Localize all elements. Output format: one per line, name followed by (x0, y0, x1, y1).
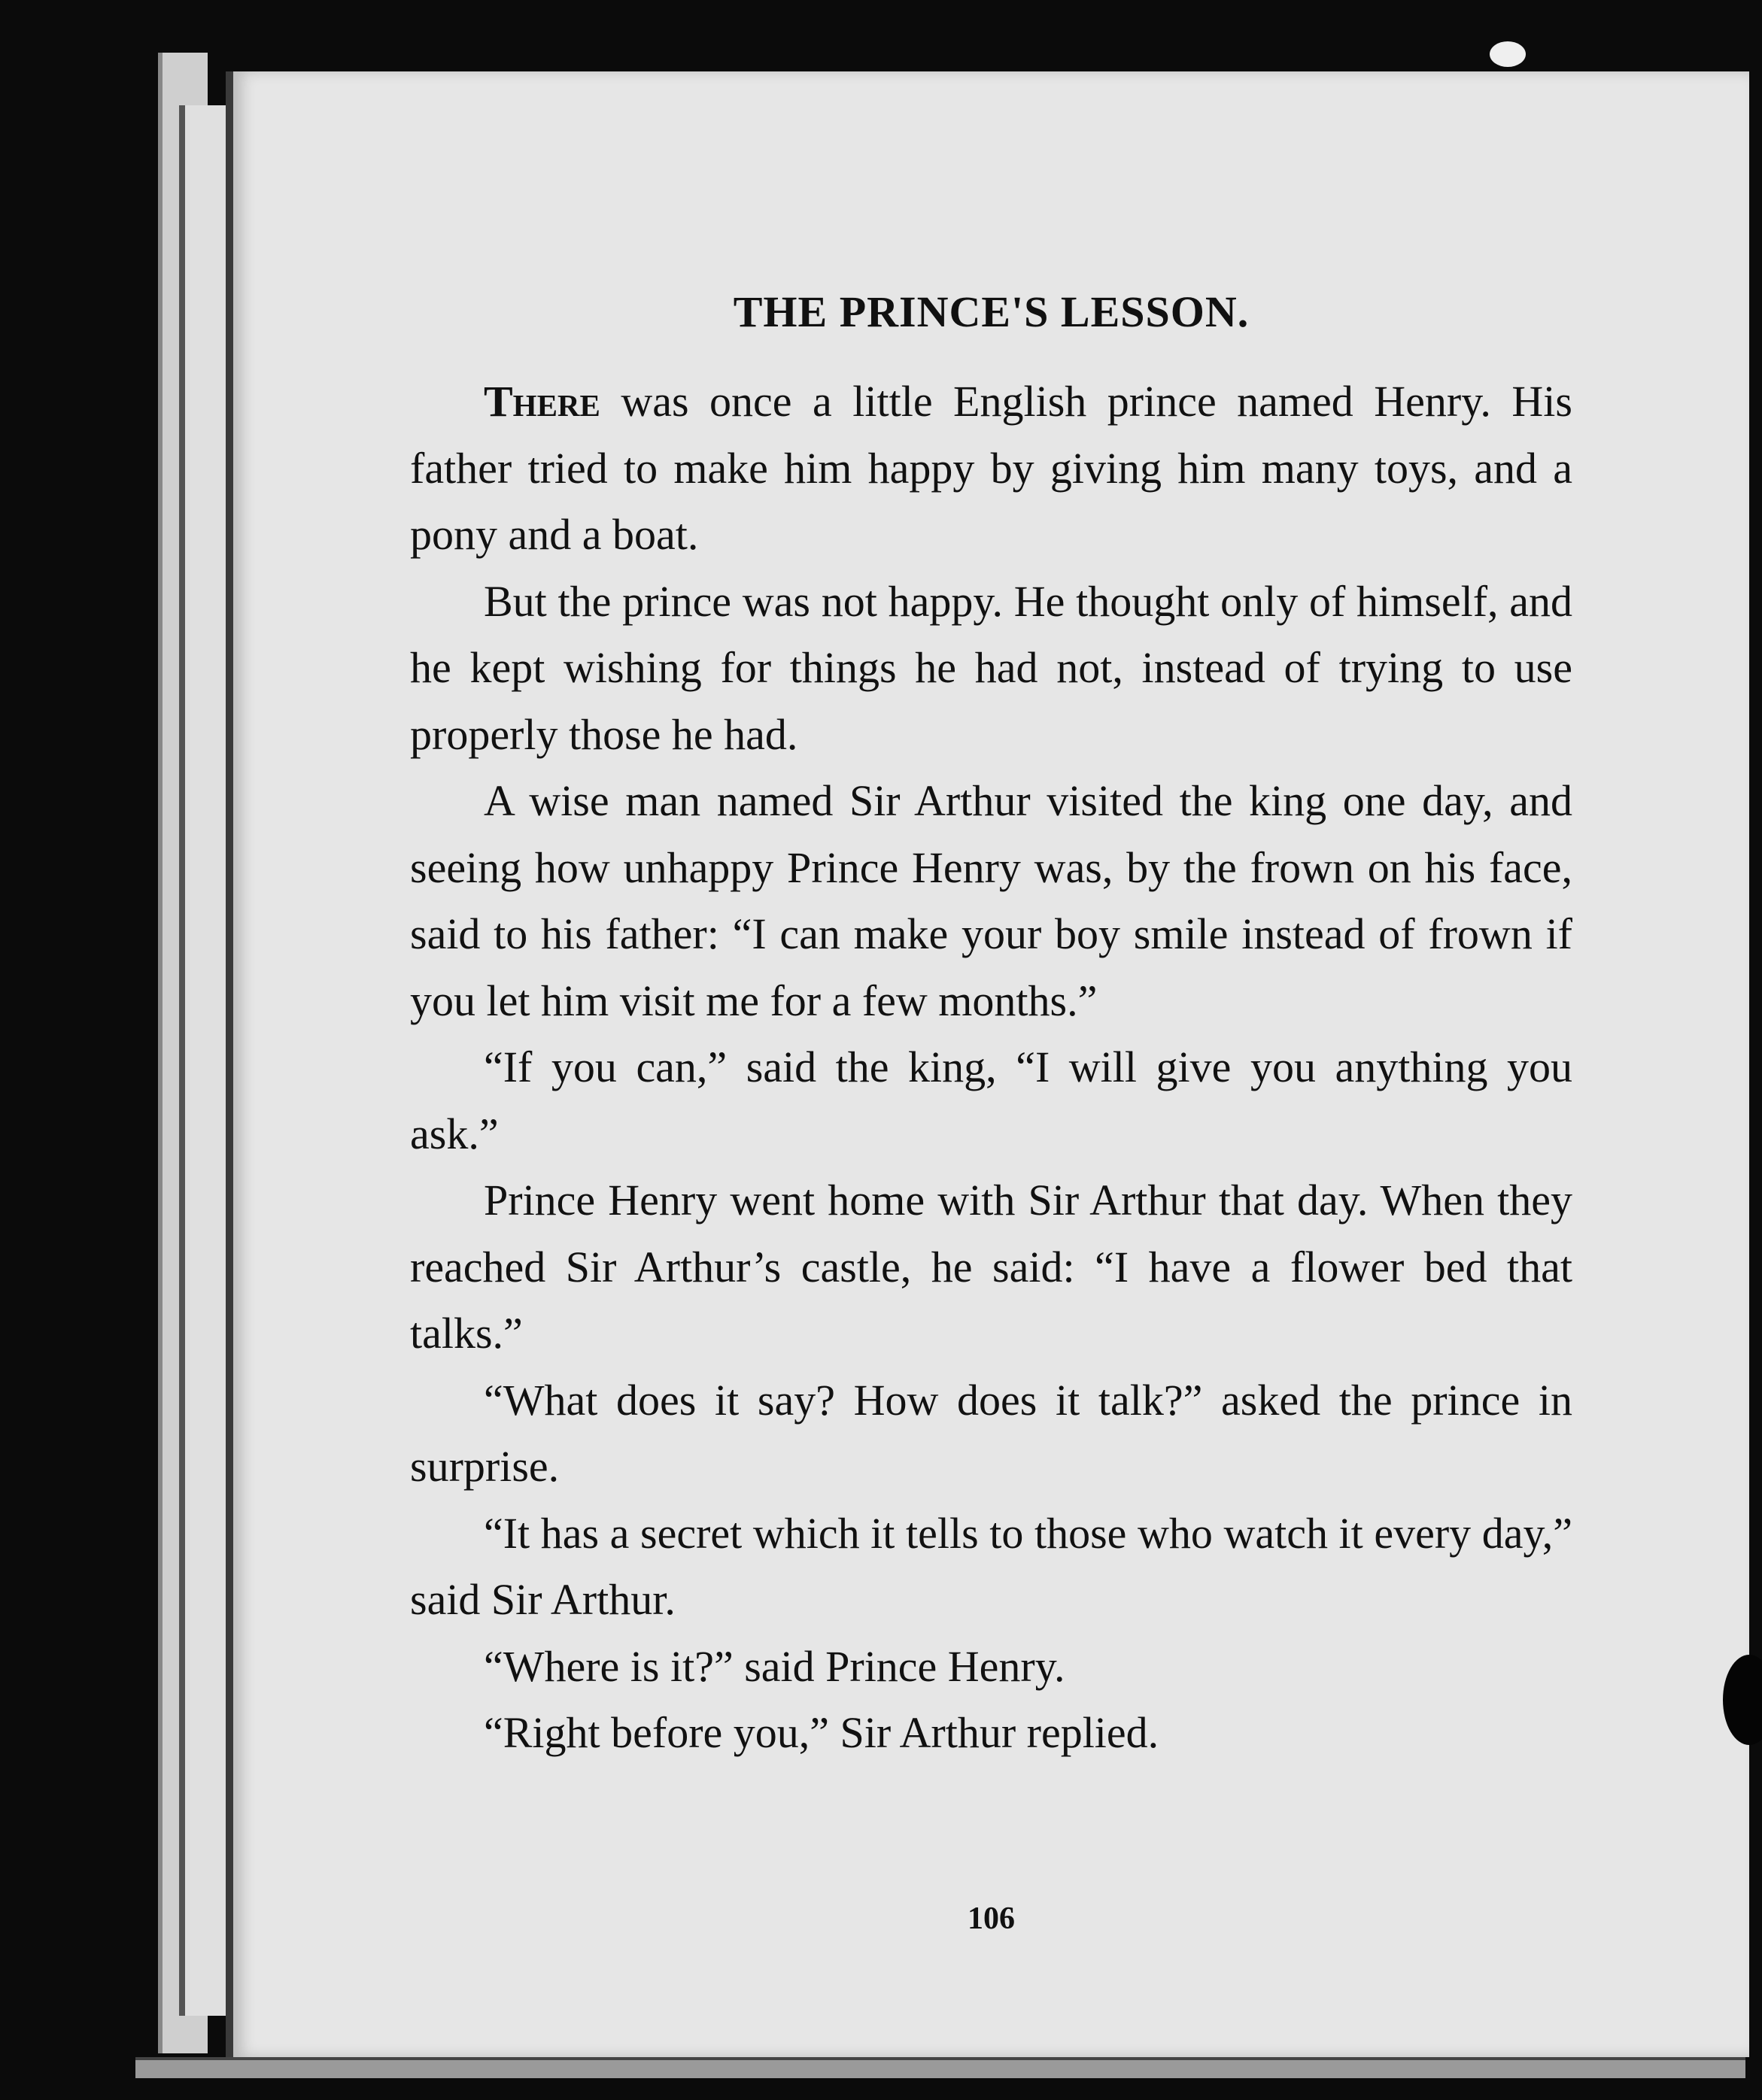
paragraph-5 (410, 1167, 1572, 1367)
scan-speck (1490, 41, 1526, 67)
paragraph-3 (410, 768, 1572, 1034)
paragraph-text: was once a little English prince named Henry. His father tried to make him happy by giving him many toys, and a pony and a boat. (410, 377, 1572, 559)
paragraph-4 (410, 1034, 1572, 1167)
page-number: 106 (968, 1901, 1015, 1936)
drop-word: There (484, 377, 600, 426)
paragraph-text: “What does it say? How does it talk?” asked the prince in surprise. (410, 1375, 1572, 1491)
story-text (410, 286, 1572, 1767)
paragraph-7 (410, 1501, 1572, 1634)
underlying-page-edge-inner (179, 105, 230, 2016)
paragraph-text: “If you can,” said the king, “I will give you anything you ask.” (410, 1042, 1572, 1158)
paragraph-6 (410, 1367, 1572, 1501)
paragraph-text: “Right before you,” Sir Arthur replied. (484, 1708, 1159, 1757)
story-title: THE PRINCE'S LESSON. (733, 287, 1250, 336)
paragraph-text: “It has a secret which it tells to those who watch it every day,” said Sir Arthur. (410, 1508, 1572, 1624)
page-bottom-edge (135, 2057, 1745, 2078)
paragraph-9 (410, 1700, 1572, 1767)
paragraph-8 (410, 1634, 1572, 1701)
paragraph-text: Prince Henry went home with Sir Arthur that day. When they reached Sir Arthur’s castle, he said: “I have a flower bed that talks.” (410, 1176, 1572, 1358)
paragraph-2 (410, 569, 1572, 769)
paragraph-text: “Where is it?” said Prince Henry. (484, 1641, 1065, 1691)
paragraph-text: But the prince was not happy. He thought only of himself, and he kept wishing for things he had not, instead of trying to use properly those he had. (410, 576, 1572, 759)
paragraph-text: A wise man named Sir Arthur visited the king one day, and seeing how unhappy Prince Henry was, by the frown on his face, said to his father: “I can make your boy smile instead of frown if you let him visit me for a few months.” (410, 776, 1572, 1025)
paragraph-1 (410, 369, 1572, 569)
